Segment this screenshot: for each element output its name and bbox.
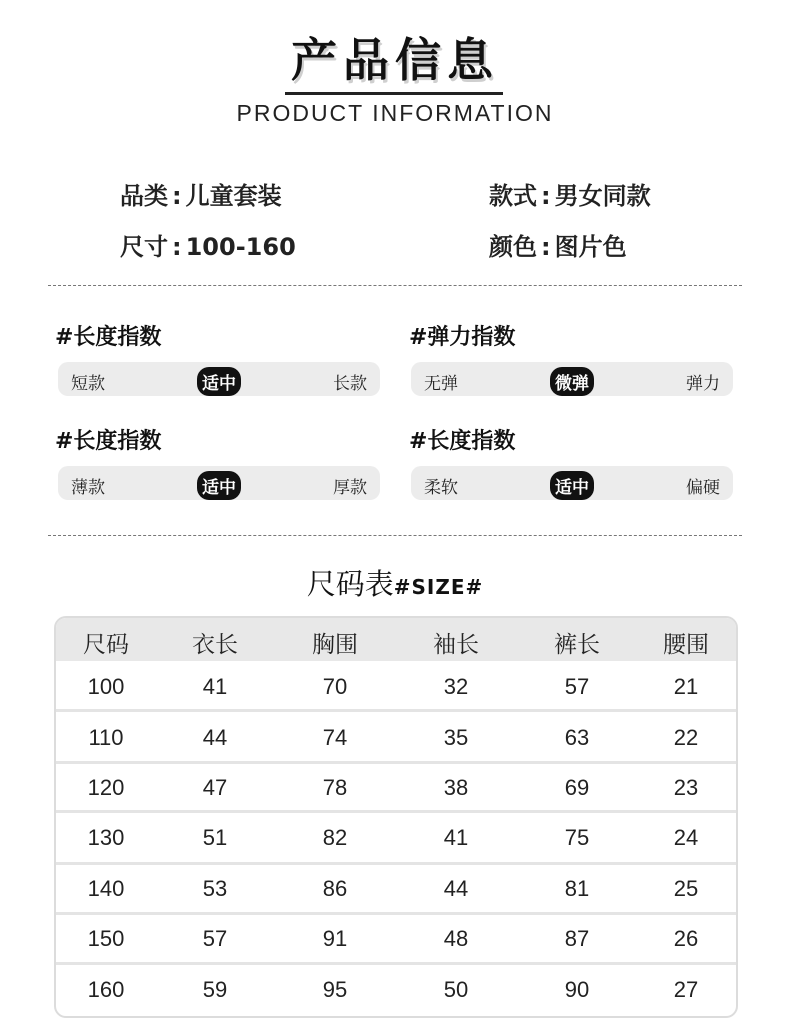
- scale-selected-badge: 适中: [197, 367, 241, 396]
- scale-max-label: 弹力: [686, 374, 720, 394]
- table-cell: 35: [443, 725, 469, 750]
- table-cell: 140: [87, 876, 125, 901]
- table-cell: 22: [673, 725, 699, 750]
- table-cell: 150: [87, 926, 125, 951]
- info-color-value: 图片色: [554, 233, 627, 261]
- size-table-title: [0, 562, 790, 603]
- index-scale: [58, 362, 380, 396]
- info-category-value: 儿童套装: [185, 182, 282, 210]
- table-cell: 120: [87, 775, 125, 800]
- divider: [48, 535, 742, 536]
- table-row: [56, 661, 736, 711]
- scale-selected-badge: 微弹: [550, 367, 594, 396]
- index-title: #长度指数: [55, 325, 162, 350]
- info-size-value: 100-160: [185, 233, 296, 261]
- divider: [48, 285, 742, 286]
- table-cell: 48: [443, 926, 469, 951]
- table-row: [56, 964, 736, 1014]
- index-scale: [58, 466, 380, 500]
- column-header: 裤长: [554, 632, 600, 658]
- title-underline: [285, 92, 503, 95]
- table-cell: 32: [443, 674, 469, 699]
- table-cell: 100: [87, 674, 125, 699]
- size-table: [54, 616, 738, 1018]
- table-header: [56, 618, 736, 661]
- table-row: [56, 762, 736, 812]
- index-title: #长度指数: [409, 429, 516, 454]
- table-cell: 90: [564, 977, 590, 1002]
- info-size: 尺寸 : 100-160: [120, 233, 296, 261]
- info-category-label: 品类: [120, 182, 168, 210]
- size-table-heading: 尺码表: [306, 567, 394, 601]
- table-cell: 44: [443, 876, 469, 901]
- column-header: 胸围: [312, 632, 358, 658]
- column-header: 衣长: [192, 632, 238, 658]
- table-cell: 21: [673, 674, 699, 699]
- table-row: [56, 913, 736, 963]
- page-subtitle: PRODUCT INFORMATION: [236, 100, 554, 126]
- table-cell: 47: [202, 775, 228, 800]
- table-cell: 86: [322, 876, 348, 901]
- table-cell: 38: [443, 775, 469, 800]
- index-title: #弹力指数: [409, 325, 516, 350]
- table-cell: 41: [202, 674, 228, 699]
- table-cell: 23: [673, 775, 699, 800]
- scale-max-label: 长款: [333, 374, 367, 394]
- info-style-value: 男女同款: [554, 182, 651, 210]
- index-scale: [411, 466, 733, 500]
- table-cell: 63: [564, 725, 590, 750]
- info-size-label: 尺寸: [120, 233, 168, 261]
- table-row: [56, 863, 736, 913]
- column-header: 尺码: [83, 632, 129, 658]
- table-row: [56, 812, 736, 862]
- table-cell: 44: [202, 725, 228, 750]
- table-cell: 69: [564, 775, 590, 800]
- scale-max-label: 厚款: [333, 478, 367, 498]
- table-cell: 53: [202, 876, 228, 901]
- table-cell: 110: [88, 725, 124, 750]
- column-header: 袖长: [433, 632, 479, 658]
- table-cell: 82: [322, 825, 348, 850]
- table-cell: 130: [87, 825, 125, 850]
- info-color: 颜色 : 图片色: [489, 233, 627, 261]
- size-table-tag: #SIZE#: [393, 575, 484, 599]
- table-cell: 57: [202, 926, 228, 951]
- scale-min-label: 柔软: [424, 478, 458, 498]
- table-cell: 160: [87, 977, 125, 1002]
- scale-max-label: 偏硬: [686, 478, 720, 498]
- info-category: 品类 : 儿童套装: [120, 182, 282, 210]
- table-cell: 74: [322, 725, 348, 750]
- scale-selected-badge: 适中: [550, 471, 594, 500]
- table-cell: 81: [564, 876, 590, 901]
- scale-selected-badge: 适中: [197, 471, 241, 500]
- info-color-label: 颜色: [489, 233, 537, 261]
- index-scale: [411, 362, 733, 396]
- table-cell: 51: [202, 825, 228, 850]
- table-cell: 75: [564, 825, 590, 850]
- column-header: 腰围: [663, 632, 709, 658]
- table-cell: 57: [564, 674, 590, 699]
- info-style: 款式 : 男女同款: [489, 182, 651, 210]
- scale-min-label: 薄款: [71, 478, 105, 498]
- table-cell: 41: [443, 825, 469, 850]
- table-cell: 70: [322, 674, 348, 699]
- table-cell: 59: [202, 977, 228, 1002]
- page-title: 产品信息: [291, 33, 499, 87]
- index-title: #长度指数: [55, 429, 162, 454]
- scale-min-label: 无弹: [424, 374, 458, 394]
- table-cell: 95: [322, 977, 348, 1002]
- table-row: [56, 712, 736, 762]
- table-cell: 27: [673, 977, 699, 1002]
- scale-min-label: 短款: [71, 374, 105, 394]
- table-cell: 50: [443, 977, 469, 1002]
- table-cell: 91: [322, 926, 348, 951]
- table-cell: 24: [673, 825, 699, 850]
- table-cell: 26: [673, 926, 699, 951]
- table-cell: 87: [564, 926, 590, 951]
- info-style-label: 款式: [489, 182, 537, 210]
- table-cell: 78: [322, 775, 348, 800]
- table-cell: 25: [673, 876, 699, 901]
